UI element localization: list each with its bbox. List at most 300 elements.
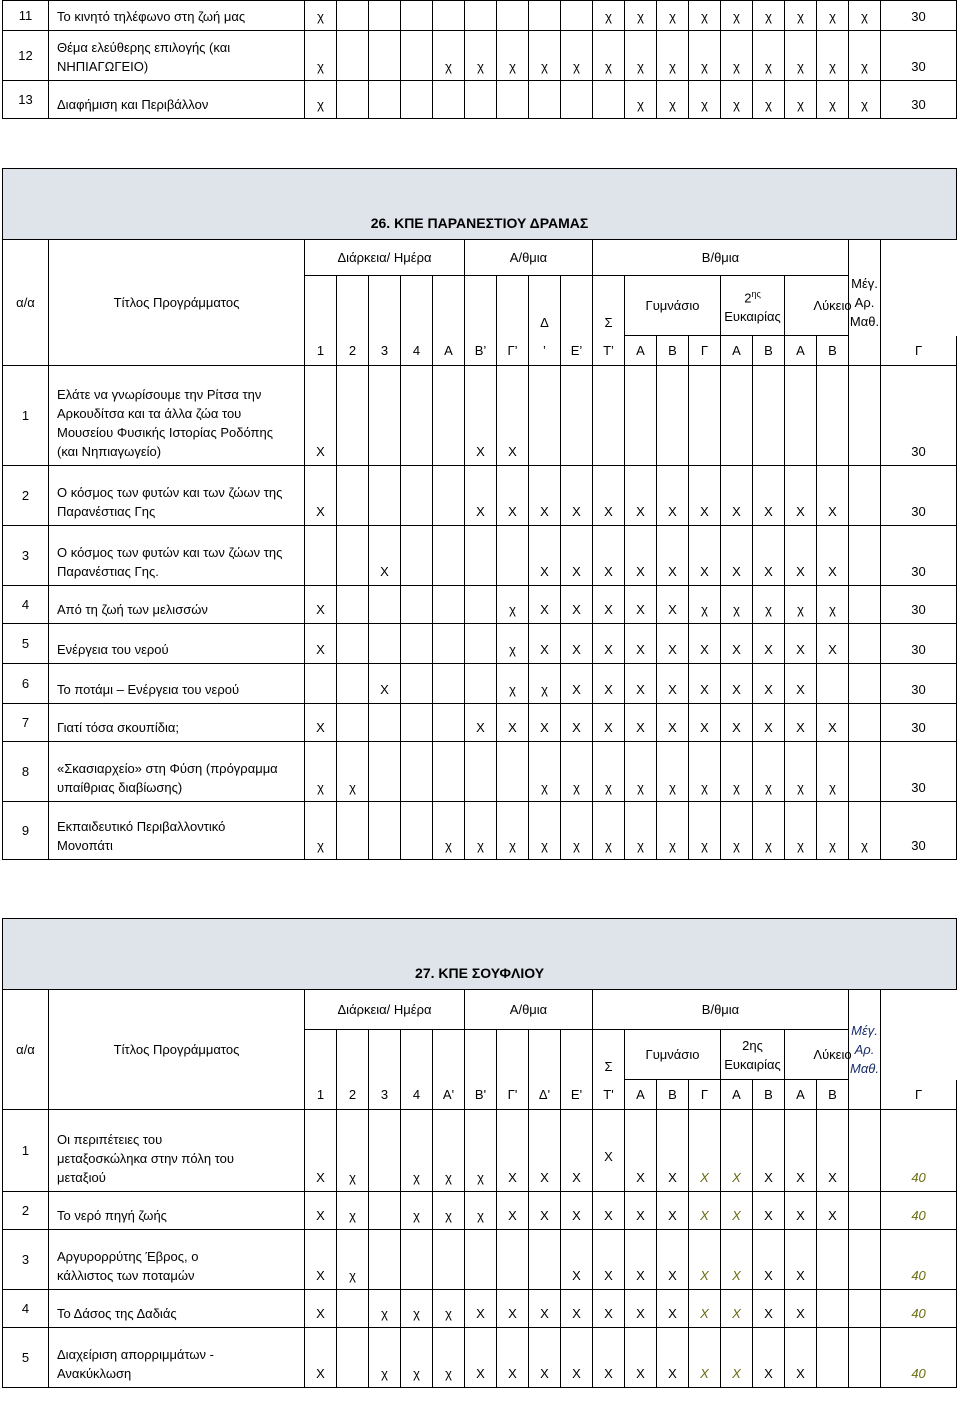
sub-header: 1 [305, 1080, 337, 1110]
col-header-title: Τίτλος Προγράμματος [49, 240, 305, 366]
grade-mark: χ [721, 31, 753, 81]
grade-mark: Χ [753, 1192, 785, 1230]
grade-mark: χ [337, 1230, 369, 1290]
grade-mark: χ [753, 742, 785, 802]
grade-mark [465, 624, 497, 664]
grade-mark [689, 366, 721, 466]
grade-mark: χ [337, 742, 369, 802]
grade-mark: Χ [785, 1328, 817, 1388]
grade-mark: χ [433, 31, 465, 81]
grade-mark [337, 1328, 369, 1388]
grade-mark: Χ [305, 1328, 337, 1388]
grade-mark: Χ [721, 664, 753, 704]
header-spacer [305, 1030, 337, 1080]
grade-mark: X [657, 1290, 689, 1328]
grade-mark: X [689, 1290, 721, 1328]
sub-header: Β [657, 1080, 689, 1110]
grade-mark [561, 366, 593, 466]
grade-mark: χ [305, 31, 337, 81]
grade-mark [401, 81, 433, 119]
grade-mark: Χ [785, 1192, 817, 1230]
row-number: 1 [3, 366, 49, 466]
sub-header: Α [721, 1080, 753, 1110]
grade-mark [721, 366, 753, 466]
grade-mark [369, 742, 401, 802]
grade-mark: Χ [657, 466, 689, 526]
col-header-duration: Διάρκεια/ Ημέρα [305, 240, 465, 276]
grade-mark [849, 664, 881, 704]
max-students: 30 [881, 704, 957, 742]
grade-mark: Χ [817, 704, 849, 742]
grade-mark: χ [817, 586, 849, 624]
grade-mark [401, 526, 433, 586]
table-row [3, 742, 957, 802]
grade-mark: χ [561, 31, 593, 81]
grade-mark: χ [753, 802, 785, 860]
grade-mark: Χ [497, 1110, 529, 1192]
grade-mark: χ [401, 1110, 433, 1192]
grade-mark [369, 1110, 401, 1192]
grade-mark: Χ [817, 1110, 849, 1192]
sub-header: Β [817, 336, 849, 366]
grade-mark: χ [497, 586, 529, 624]
row-number: 3 [3, 1230, 49, 1290]
program-title: Το νερό πηγή ζωής [49, 1192, 305, 1230]
grade-mark: χ [721, 81, 753, 119]
grade-mark: Χ [785, 466, 817, 526]
grade-mark [337, 81, 369, 119]
grade-mark [337, 624, 369, 664]
grade-mark: χ [689, 742, 721, 802]
grade-mark [849, 1110, 881, 1192]
grade-mark: χ [657, 81, 689, 119]
grade-mark [401, 366, 433, 466]
max-students: 30 [881, 526, 957, 586]
header-spacer [561, 276, 593, 336]
grade-mark: Χ [785, 624, 817, 664]
grade-mark: Χ [625, 466, 657, 526]
table-row [3, 802, 957, 860]
grade-mark: χ [721, 802, 753, 860]
grade-mark [369, 1, 401, 31]
grade-mark [305, 526, 337, 586]
grade-mark [849, 1192, 881, 1230]
grade-mark: Χ [305, 1110, 337, 1192]
row-number: 12 [3, 31, 49, 81]
grade-mark: Χ [657, 704, 689, 742]
grade-mark [401, 664, 433, 704]
grade-mark [849, 1230, 881, 1290]
grade-mark: χ [561, 802, 593, 860]
grade-mark: Χ [625, 1110, 657, 1192]
grade-mark: Χ [593, 466, 625, 526]
program-title: Ελάτε να γνωρίσουμε την Ρίτσα την Αρκουδίτσα και τα άλλα ζώα του Μουσείου Φυσικής Ιστορίας Ροδόπης (και Νηπιαγωγείο) [49, 366, 305, 466]
col-header-lyceum: Λύκειο [785, 1030, 881, 1080]
table-row [3, 1230, 957, 1290]
header-spacer [305, 276, 337, 336]
grade-mark: Χ [465, 1290, 497, 1328]
header-spacer [433, 1030, 465, 1080]
grade-mark: Χ [465, 366, 497, 466]
grade-mark: Χ [721, 704, 753, 742]
grade-mark: χ [817, 802, 849, 860]
grade-mark [337, 526, 369, 586]
grade-mark: Χ [721, 1230, 753, 1290]
grade-mark: χ [529, 802, 561, 860]
grade-mark: Χ [529, 1290, 561, 1328]
grade-mark: Χ [625, 1290, 657, 1328]
header-spacer [337, 1030, 369, 1080]
grade-mark: χ [337, 1192, 369, 1230]
row-number: 9 [3, 802, 49, 860]
grade-mark [497, 81, 529, 119]
grade-mark: Χ [657, 1110, 689, 1192]
grade-mark [753, 366, 785, 466]
grade-mark: χ [433, 1192, 465, 1230]
program-title: Το κινητό τηλέφωνο στη ζωή μας [49, 1, 305, 31]
grade-mark: Χ [561, 624, 593, 664]
sub-header: Β [817, 1080, 849, 1110]
sub-header: Δ' [529, 1080, 561, 1110]
grade-mark: X [689, 1110, 721, 1192]
grade-mark: χ [657, 1, 689, 31]
grade-mark: Χ [785, 664, 817, 704]
sub-header: Α' [433, 1080, 465, 1110]
grade-mark: Χ [657, 664, 689, 704]
grade-mark: χ [817, 31, 849, 81]
grade-mark: Χ [593, 624, 625, 664]
max-students: 30 [881, 742, 957, 802]
grade-mark [785, 366, 817, 466]
row-number: 3 [3, 526, 49, 586]
grade-mark [561, 1, 593, 31]
header-spacer [401, 276, 433, 336]
program-title: Οι περιπέτειες του μεταξοσκώληκα στην πόλη του μεταξιού [49, 1110, 305, 1192]
grade-mark: Χ [657, 586, 689, 624]
row-number: 11 [3, 1, 49, 31]
grade-mark: Χ [785, 1110, 817, 1192]
grade-mark: Χ [625, 1328, 657, 1388]
grade-mark [593, 366, 625, 466]
program-title: Ο κόσμος των φυτών και των ζώων της Παρανέστιας Γης. [49, 526, 305, 586]
row-number: 5 [3, 1328, 49, 1388]
grade-mark: Χ [497, 1290, 529, 1328]
grade-mark: Χ [561, 1110, 593, 1192]
grade-mark: Χ [689, 526, 721, 586]
grade-mark: χ [369, 1290, 401, 1328]
section-26-table [2, 168, 957, 860]
grade-mark: Χ [497, 466, 529, 526]
grade-mark: χ [593, 1, 625, 31]
program-title: Αργυρορρύτης Έβρος, ο κάλλιστος των ποταμών [49, 1230, 305, 1290]
grade-mark: χ [689, 31, 721, 81]
program-title: Ο κόσμος των φυτών και των ζώων της Παρανέστιας Γης [49, 466, 305, 526]
sub-header: Α [721, 336, 753, 366]
col-header-second-chance: $2^{\eta\varsigma}$ Ευκαιρίας [721, 276, 785, 336]
grade-mark: Χ [721, 624, 753, 664]
col-header-lyceum: Λύκειο [785, 276, 881, 336]
grade-mark: χ [433, 1328, 465, 1388]
grade-mark [433, 624, 465, 664]
grade-mark: Χ [561, 1290, 593, 1328]
row-number: 4 [3, 1290, 49, 1328]
grade-mark: Χ [721, 1328, 753, 1388]
table-row [3, 624, 957, 664]
sub-header: Α [785, 336, 817, 366]
program-title: Το ποτάμι – Ενέργεια του νερού [49, 664, 305, 704]
grade-mark [497, 1, 529, 31]
grade-mark: χ [593, 742, 625, 802]
col-header-primary: Α/θμια [465, 240, 593, 276]
grade-mark: Χ [305, 1192, 337, 1230]
grade-mark [849, 1290, 881, 1328]
grade-mark: χ [433, 1110, 465, 1192]
grade-mark: Χ [465, 704, 497, 742]
grade-mark [433, 704, 465, 742]
max-students: 30 [881, 624, 957, 664]
program-title: Ενέργεια του νερού [49, 624, 305, 664]
grade-mark [369, 466, 401, 526]
grade-mark [337, 1, 369, 31]
grade-mark: Χ [625, 1230, 657, 1290]
table-row [3, 1328, 957, 1388]
header-spacer [369, 1030, 401, 1080]
max-students: 30 [881, 802, 957, 860]
table-row [3, 1110, 957, 1192]
grade-mark: Χ [497, 704, 529, 742]
grade-mark: Χ [529, 1328, 561, 1388]
grade-mark [465, 1230, 497, 1290]
grade-mark [465, 81, 497, 119]
grade-mark: Χ [529, 466, 561, 526]
grade-mark: χ [465, 1192, 497, 1230]
grade-mark: Χ [593, 1110, 625, 1192]
grade-mark: χ [625, 81, 657, 119]
grade-mark [433, 664, 465, 704]
grade-mark: Χ [529, 1110, 561, 1192]
header-delta: Δ [529, 276, 561, 336]
grade-mark: χ [561, 742, 593, 802]
max-students: 30 [881, 366, 957, 466]
grade-mark: χ [465, 31, 497, 81]
grade-mark [401, 742, 433, 802]
grade-mark: χ [689, 586, 721, 624]
grade-mark: Χ [689, 624, 721, 664]
grade-mark [817, 1290, 849, 1328]
grade-mark: Χ [561, 1192, 593, 1230]
grade-mark: χ [433, 1290, 465, 1328]
program-title: Διαχείριση απορριμμάτων - Ανακύκλωση [49, 1328, 305, 1388]
col-header-secondary: Β/θμια [593, 990, 849, 1030]
grade-mark: χ [369, 1328, 401, 1388]
grade-mark: Χ [305, 586, 337, 624]
grade-mark [433, 1230, 465, 1290]
grade-mark [849, 586, 881, 624]
grade-mark: Χ [593, 1230, 625, 1290]
grade-mark [337, 704, 369, 742]
col-header-gymnasium: Γυμνάσιο [625, 1030, 721, 1080]
header-spacer [433, 276, 465, 336]
grade-mark: Χ [593, 526, 625, 586]
grade-mark: Χ [561, 466, 593, 526]
grade-mark: Χ [529, 1192, 561, 1230]
grade-mark: Χ [465, 1328, 497, 1388]
table-row [3, 366, 957, 466]
program-title: Γιατί τόσα σκουπίδια; [49, 704, 305, 742]
sub-header: Ε’ [561, 336, 593, 366]
continuation-table [2, 0, 957, 119]
grade-mark [401, 704, 433, 742]
sub-header: Γ [689, 336, 721, 366]
grade-mark: χ [689, 802, 721, 860]
col-header-primary: Α/θμια [465, 990, 593, 1030]
grade-mark [561, 81, 593, 119]
grade-mark: χ [497, 802, 529, 860]
grade-mark: Χ [497, 366, 529, 466]
grade-mark [337, 366, 369, 466]
grade-mark: χ [753, 1, 785, 31]
header-spacer [465, 1030, 497, 1080]
grade-mark: χ [721, 586, 753, 624]
row-number: 4 [3, 586, 49, 624]
grade-mark: Χ [721, 466, 753, 526]
grade-mark: Χ [529, 704, 561, 742]
grade-mark [465, 664, 497, 704]
program-title: Από τη ζωή των μελισσών [49, 586, 305, 624]
grade-mark: χ [497, 624, 529, 664]
grade-mark: χ [785, 1, 817, 31]
grade-mark: Χ [561, 664, 593, 704]
grade-mark: Χ [625, 624, 657, 664]
grade-mark [849, 1328, 881, 1388]
max-students: 40 [881, 1192, 957, 1230]
sub-header: Β [753, 1080, 785, 1110]
grade-mark [849, 526, 881, 586]
grade-mark: χ [657, 802, 689, 860]
grade-mark [497, 742, 529, 802]
grade-mark: Χ [305, 1230, 337, 1290]
sub-header: 4 [401, 336, 433, 366]
grade-mark: Χ [593, 1290, 625, 1328]
sub-header: Α [625, 1080, 657, 1110]
grade-mark: χ [817, 742, 849, 802]
table-row [3, 466, 957, 526]
table-row [3, 1192, 957, 1230]
grade-mark: Χ [785, 526, 817, 586]
section-banner: 27. ΚΠΕ ΣΟΥΦΛΙΟΥ [3, 919, 957, 990]
sub-header: Γ' [497, 1080, 529, 1110]
grade-mark [369, 1230, 401, 1290]
sub-header: Ε' [561, 1080, 593, 1110]
grade-mark: χ [785, 802, 817, 860]
table-row [3, 1, 957, 31]
sub-header: ’ [529, 336, 561, 366]
grade-mark: Χ [753, 704, 785, 742]
header-delta [529, 1030, 561, 1080]
grade-mark: Χ [305, 1290, 337, 1328]
grade-mark: Χ [497, 1192, 529, 1230]
grade-mark [369, 31, 401, 81]
grade-mark: χ [305, 802, 337, 860]
grade-mark: χ [753, 31, 785, 81]
grade-mark: Χ [305, 466, 337, 526]
col-header-secondary: Β/θμια [593, 240, 849, 276]
max-students: 30 [881, 466, 957, 526]
max-students: 30 [881, 31, 957, 81]
sub-header: 1 [305, 336, 337, 366]
max-students: 40 [881, 1290, 957, 1328]
grade-mark: χ [625, 802, 657, 860]
grade-mark: χ [657, 31, 689, 81]
grade-mark: χ [849, 81, 881, 119]
program-title: Το Δάσος της Δαδιάς [49, 1290, 305, 1328]
grade-mark [625, 366, 657, 466]
header-spacer [561, 1030, 593, 1080]
sub-header: Γ’ [497, 336, 529, 366]
grade-mark: χ [497, 31, 529, 81]
grade-mark: χ [465, 1110, 497, 1192]
grade-mark [401, 466, 433, 526]
grade-mark: χ [625, 31, 657, 81]
grade-mark [465, 742, 497, 802]
grade-mark [849, 742, 881, 802]
grade-mark: Χ [753, 1328, 785, 1388]
grade-mark: χ [721, 1, 753, 31]
grade-mark: χ [849, 1, 881, 31]
sub-header: Γ [881, 336, 957, 366]
grade-mark [849, 704, 881, 742]
grade-mark: Χ [721, 526, 753, 586]
section-banner: 26. ΚΠΕ ΠΑΡΑΝΕΣΤΙΟΥ ΔΡΑΜΑΣ [3, 169, 957, 240]
grade-mark: Χ [689, 664, 721, 704]
table-row [3, 704, 957, 742]
grade-mark: χ [401, 1328, 433, 1388]
grade-mark: Χ [625, 586, 657, 624]
col-header-duration: Διάρκεια/ Ημέρα [305, 990, 465, 1030]
table-row [3, 31, 957, 81]
max-students: 40 [881, 1328, 957, 1388]
row-number: 6 [3, 664, 49, 704]
grade-mark [529, 1, 561, 31]
program-title: «Σκασιαρχείο» στη Φύση (πρόγραμμα υπαίθριας διαβίωσης) [49, 742, 305, 802]
max-students: 40 [881, 1110, 957, 1192]
col-header-title: Τίτλος Προγράμματος [49, 990, 305, 1110]
grade-mark: Χ [721, 1290, 753, 1328]
program-title: Διαφήμιση και Περιβάλλον [49, 81, 305, 119]
grade-mark: Χ [785, 704, 817, 742]
grade-mark: χ [625, 742, 657, 802]
grade-mark [401, 802, 433, 860]
grade-mark [465, 526, 497, 586]
grade-mark: χ [433, 802, 465, 860]
grade-mark: Χ [593, 704, 625, 742]
program-title: Θέμα ελεύθερης επιλογής (και ΝΗΠΙΑΓΩΓΕΙΟ) [49, 31, 305, 81]
grade-mark: Χ [753, 1110, 785, 1192]
grade-mark [369, 802, 401, 860]
grade-mark: Χ [497, 1328, 529, 1388]
grade-mark [817, 664, 849, 704]
header-sigma: Σ [593, 1030, 625, 1080]
grade-mark: χ [305, 742, 337, 802]
grade-mark [369, 586, 401, 624]
grade-mark: Χ [689, 704, 721, 742]
sub-header: 3 [369, 1080, 401, 1110]
grade-mark: χ [465, 802, 497, 860]
grade-mark: χ [817, 1, 849, 31]
grade-mark: Χ [593, 1192, 625, 1230]
grade-mark [849, 466, 881, 526]
grade-mark: χ [529, 664, 561, 704]
